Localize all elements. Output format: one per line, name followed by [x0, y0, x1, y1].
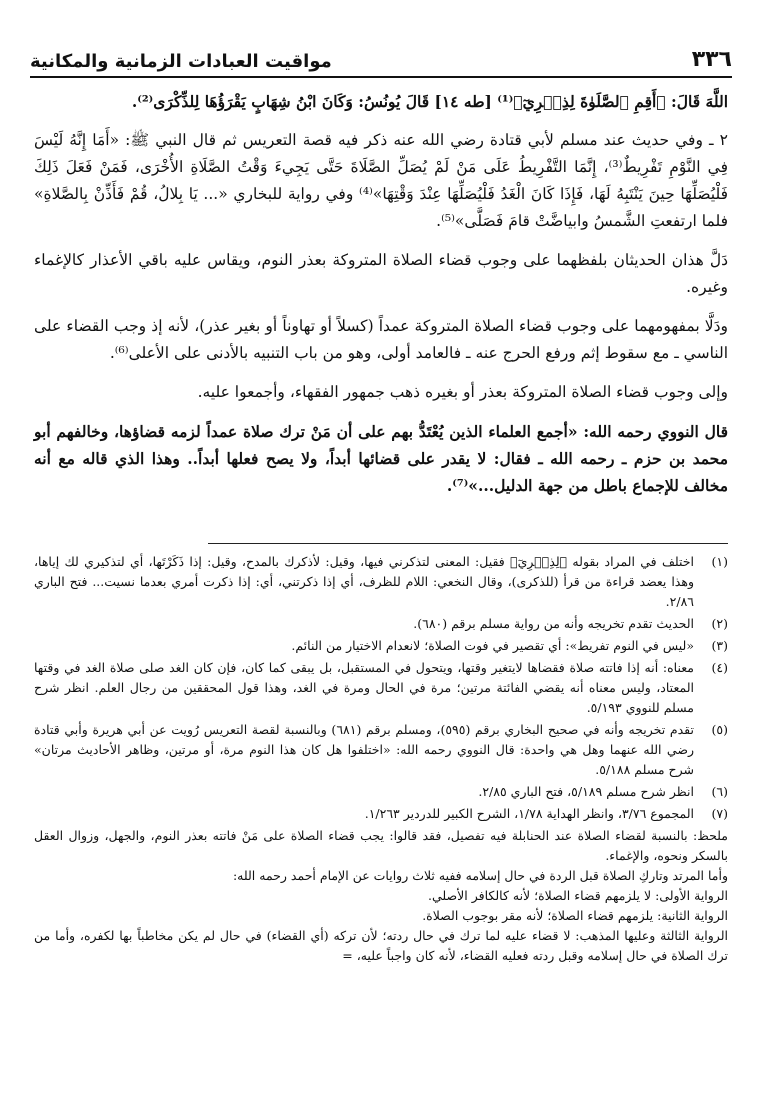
paragraph: قال النووي رحمه الله: «أجمع العلماء الذين يُعْتَدُّ بهم على أن مَنْ ترك صلاة عمداً لزمه قضاؤها، وخالفهم أبو محمد بن حزم ـ رحمه الله ـ فقال: لا يقدر على قضائها أبداً، ولا يصح فعلها أبداً.. وهذا الذي قاله مع أنه مخالف للإجماع باطل من جهة الدليل...»⁽⁷⁾.: [34, 422, 728, 495]
footnote-separator: [208, 543, 728, 544]
footnote-text: «ليس في النوم تفريط»: أي تقصير في فوت الصلاة؛ لانعدام الاختيار من النائم.: [291, 638, 694, 653]
footnote: [34, 658, 728, 718]
paragraph: وإلى وجوب قضاء الصلاة المتروكة بعذر أو بغيره ذهب جمهور الفقهاء، وأجمعوا عليه.: [197, 383, 728, 401]
footnote-text: الحديث تقدم تخريجه وأنه من رواية مسلم برقم (٦٨٠).: [413, 616, 694, 631]
footnote-text: معناه: أنه إذا فاتته صلاة فقضاها لايتغير وقتها، ويتحول في المستقبل، بل يبقى كما كان، فإن كان الغد صلى صلاة الغد في وقتها المعتاد، وليس معناه أنه يقضي الفائتة مرتين؛ مرة في الحال ومرة في الغد، وهذا قول المحققين من رجال العلم. انظر شرح مسلم للنووي ٥/١٩٣.: [34, 660, 694, 715]
footnote: [34, 804, 728, 824]
footnote-text: المجموع ٣/٧٦، وانظر الهداية ١/٧٨، الشرح الكبير للدردير ١/٢٦٣.: [364, 806, 694, 821]
paragraph: اللَّهَ قَالَ: ﴿أَقِمِ ٱلصَّلَوٰةَ لِذِكۡرِيٓ﴾⁽¹⁾ [طه ١٤] قَالَ يُونُسُ: وَكَانَ ابْنُ شِهَابٍ يَقْرَؤُهَا لِلذِّكْرَى⁽²⁾.: [131, 92, 728, 111]
remark-line: وأما المرتد وتاركِ الصلاة قبل الردة في حال إسلامه ففيه ثلاث روايات عن الإمام أحمد رحمه الله:: [232, 868, 728, 883]
footnote-number: (٦): [711, 784, 728, 799]
footnote-text: تقدم تخريجه وأنه في صحيح البخاري برقم (٥٩٥)، ومسلم برقم (٦٨١) وبالنسبة لقصة التعريس رُويت عن أبي هريرة وأبي قتادة رضي الله عنهما وهل هي واحدة: قال النووي رحمه الله: «اختلفوا هل كان هذا النوم مرة، أو مرتين، وظاهر الأحاديث مرتان» شرح مسلم ٥/١٨٨.: [34, 722, 694, 777]
footnote-number: (١): [711, 554, 728, 569]
paragraph: ودَلَّا بمفهومهما على وجوب قضاء الصلاة المتروكة عمداً (كسلاً أو تهاوناً أو بغير عذر)، لأنه إذ وجب القضاء على الناسي ـ مع سقوط إثم ورفع الحرج عنه ـ فالعامد أولى، وهو من باب التنبيه بالأدنى على الأعلى⁽⁶⁾.: [34, 317, 728, 362]
footnote: [34, 782, 728, 802]
footnote-number: (٧): [711, 806, 728, 821]
paragraph: ٢ ـ وفي حديث عند مسلم لأبي قتادة رضي الله عنه ذكر فيه قصة التعريس ثم قال النبي ﷺ: «أَمَا إِنَّهُ لَيْسَ فِي النَّوْمِ تَفْرِيطٌ⁽³⁾، إِنَّمَا التَّفْرِيطُ عَلَى مَنْ لَمْ يُصَلِّ الصَّلَاةَ حَتَّى يَجِيءَ وَقْتُ الصَّلَاةِ الأُخْرَى، فَمَنْ فَعَلَ ذَلِكَ فَلْيُصَلِّهَا حِينَ يَنْتَبِهُ لَهَا، فَإِذَا كَانَ الْغَدُ فَلْيُصَلِّهَا عِنْدَ وَقْتِهَا»⁽⁴⁾ وفي رواية للبخاري «... يَا بِلالُ، قُمْ فَأَذِّنْ بِالصَّلاةِ» فلما ارتفعتِ الشَّمسُ وابياضَّتْ قامَ فَصَلَّى»⁽⁵⁾.: [34, 131, 728, 230]
remark-line: الرواية الثالثة وعليها المذهب: لا قضاء عليه لما ترك في حال ردته؛ لأن تركه (أي القضاء) في حال لم يكن مخاطباً بها لكفره، وأما من ترك الصلاة في حال إسلامه وقبل ردته فعليه القضاء، لأنه كان واجباً عليه، =: [34, 928, 728, 963]
footnote-number: (٥): [711, 722, 728, 737]
footnote: [34, 636, 728, 656]
footnote: [34, 614, 728, 634]
remark-line: الرواية الأولى: لا يلزمهم قضاء الصلاة؛ لأنه كالكافر الأصلي.: [428, 888, 728, 903]
footnote: [34, 552, 728, 612]
main-text: [34, 88, 728, 511]
footnote-number: (٢): [711, 616, 728, 631]
remark-line: ملحظ: بالنسبة لقضاء الصلاة عند الحنابلة فيه تفصيل، فقد قالوا: يجب قضاء الصلاة على مَنْ فاتته بعذر النوم، والجهل، وزوال العقل بالسكر ونحوه، والإغماء.: [34, 828, 728, 863]
footnote-text: انظر شرح مسلم ٥/١٨٩، فتح الباري ٢/٨٥.: [478, 784, 694, 799]
page-header: [30, 34, 732, 78]
footnote: [34, 720, 728, 780]
paragraph: دَلَّ هذان الحديثان بلفظهما على وجوب قضاء الصلاة المتروكة بعذر النوم، ويقاس عليه باقي الأعذار كالإغماء وغيره.: [34, 251, 728, 296]
page-number: ٣٣٦: [691, 47, 732, 72]
footnote-number: (٤): [711, 660, 728, 675]
footnote-text: اختلف في المراد بقوله ﴿لِذِكۡرِيٓ﴾ فقيل: المعنى لتذكرني فيها، وقيل: لأذكرك بالمدح، وقيل: إذا ذَكَرْتَها، أي لتذكيري لك إياها، وهذا يعضد قراءة من قرأ (للذكرى)، وقال النخعي: اللام للظرف، أي إذا ذكرتني، أي: إذا ذكرت أمري بعدما نسيت... فتح الباري ٢/٨٦.: [34, 554, 694, 609]
remark-line: الرواية الثانية: يلزمهم قضاء الصلاة؛ لأنه مقر بوجوب الصلاة.: [422, 908, 728, 923]
footnote-number: (٣): [711, 638, 728, 653]
running-title: مواقيت العبادات الزمانية والمكانية: [30, 51, 332, 72]
footnotes: [34, 552, 728, 966]
